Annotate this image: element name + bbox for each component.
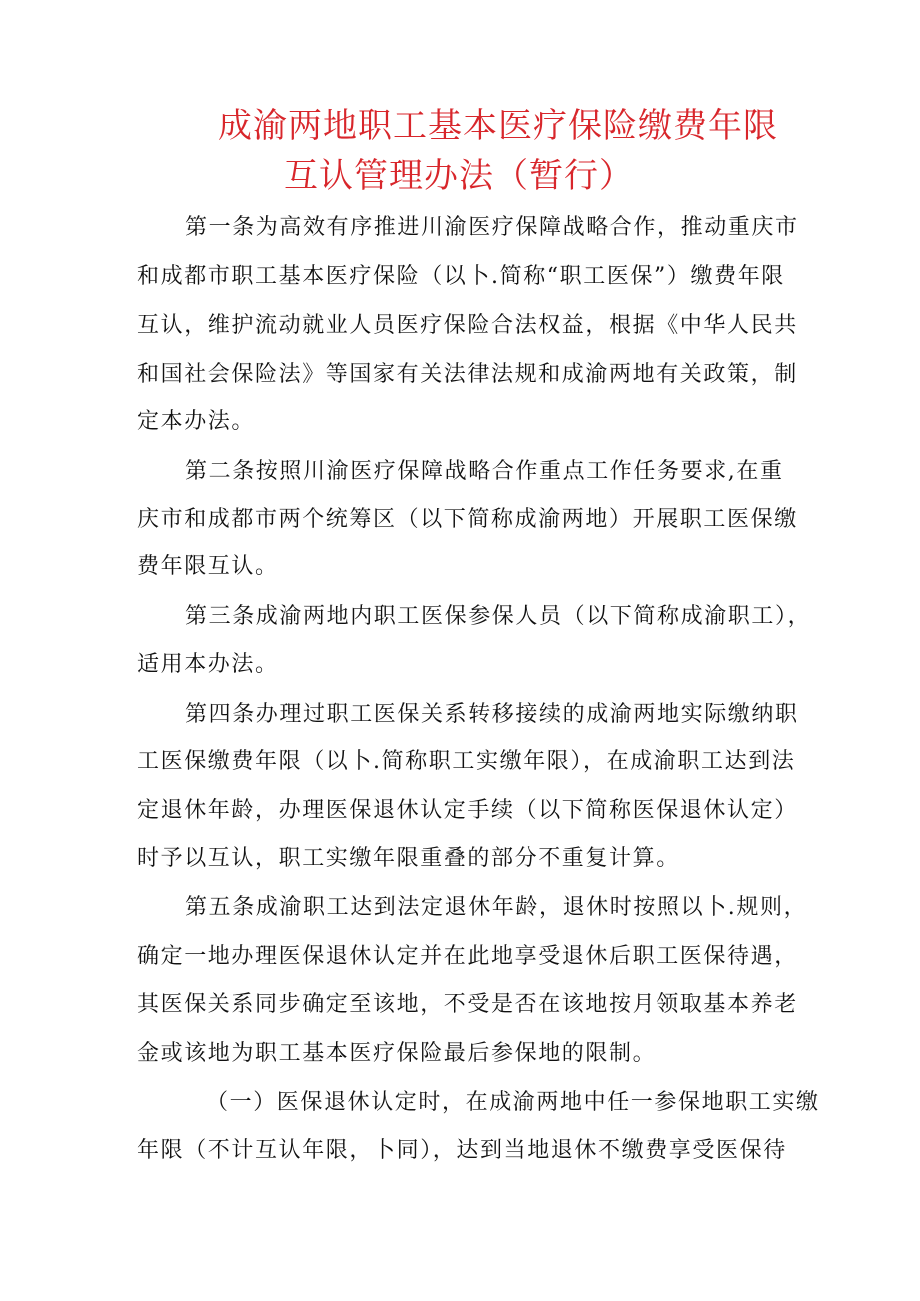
paragraph-4-line-2: 工医保缴费年限（以卜.简称职工实缴年限），在成渝职工达到法	[137, 749, 796, 774]
paragraph-1-line-3: 互认，维护流动就业人员医疗保险合法权益，根据《中华人民共	[137, 313, 798, 338]
paragraph-3-line-1: 第三条成渝两地内职工医保参保人员（以下简称成渝职工），	[185, 604, 812, 629]
paragraph-2-line-2: 庆市和成都市两个统筹区（以下简称成渝两地）开展职工医保缴	[137, 507, 798, 532]
paragraph-2-line-1: 第二条按照川渝医疗保障战略合作重点工作任务要求,在重	[185, 459, 784, 484]
paragraph-4-line-1: 第四条办理过职工医保关系转移接续的成渝两地实际缴纳职	[185, 702, 799, 727]
paragraph-5-line-4: 金或该地为职工基本医疗保险最后参保地的限制。	[137, 1041, 657, 1066]
paragraph-5-line-1: 第五条成渝职工达到法定退休年龄，退休时按照以卜.规则，	[185, 895, 808, 920]
paragraph-1-line-5: 定本办法。	[137, 409, 256, 434]
paragraph-5-line-3: 其医保关系同步确定至该地，不受是否在该地按月领取基本养老	[137, 992, 798, 1017]
paragraph-6-line-2: 年限（不计互认年限，卜同），达到当地退休不缴费享受医保待	[137, 1138, 787, 1163]
paragraph-1-line-4: 和国社会保险法》等国家有关法律法规和成渝两地有关政策，制	[137, 362, 798, 387]
paragraph-3-line-2: 适用本办法。	[137, 652, 279, 677]
paragraph-1-line-2: 和成都市职工基本医疗保险（以卜.简称“职工医保”）缴费年限	[137, 264, 785, 289]
document-title-line-2: 互认管理办法（暂行）	[284, 156, 634, 196]
paragraph-1-line-1: 第一条为高效有序推进川渝医疗保障战略合作，推动重庆市	[185, 215, 799, 240]
paragraph-2-line-3: 费年限互认。	[137, 554, 279, 579]
paragraph-4-line-4: 时予以互认，职工实缴年限重叠的部分不重复计算。	[137, 846, 680, 871]
document-title-line-1: 成渝两地职工基本医疗保险缴费年限	[218, 106, 778, 146]
paragraph-4-line-3: 定退休年龄，办理医保退休认定手续（以下简称医保退休认定）	[137, 798, 798, 823]
paragraph-6-line-1: （一）医保退休认定时，在成渝两地中任一参保地职工实缴	[206, 1090, 820, 1115]
paragraph-5-line-2: 确定一地办理医保退休认定并在此地享受退休后职工医保待遇，	[137, 944, 798, 969]
